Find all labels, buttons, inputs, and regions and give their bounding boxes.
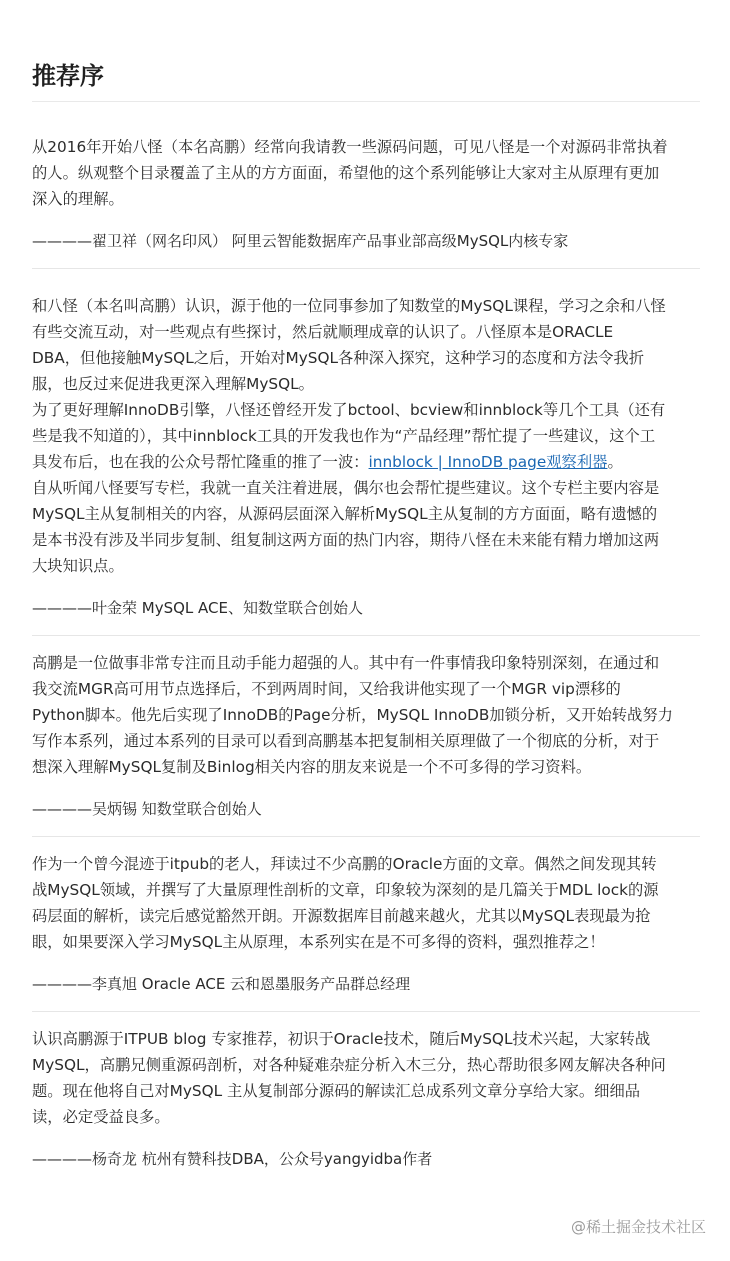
text-line: 和八怪（本名叫高鹏）认识，源于他的一位同事参加了知数堂的MySQL课程，学习之余和八怪 [32, 297, 666, 315]
text-line: 我交流MGR高可用节点选择后，不到两周时间，又给我讲他实现了一个MGR vip漂移的 [32, 680, 621, 698]
link-tail: 。 [607, 453, 623, 471]
recommendation-section-1 [32, 134, 700, 252]
section-divider [32, 836, 700, 837]
recommendation-section-5 [32, 1026, 700, 1170]
recommender-signature: ————杨奇龙 杭州有赞科技DBA，公众号yangyidba作者 [32, 1150, 433, 1168]
recommendation-section-3 [32, 650, 700, 820]
text-line: Python脚本。他先后实现了InnoDB的Page分析，MySQL InnoDB加锁分析，又开始转战努力 [32, 706, 673, 724]
title-divider [32, 101, 700, 102]
text-line: 想深入理解MySQL复制及Binlog相关内容的朋友来说是一个不可多得的学习资料。 [32, 758, 592, 776]
recommendation-text [32, 1026, 700, 1130]
recommendation-section-4 [32, 851, 700, 995]
text-line: DBA，但他接触MySQL之后，开始对MySQL各种深入探究，这种学习的态度和方法令我折 [32, 349, 644, 367]
page [32, 0, 700, 1170]
text-line: 认识高鹏源于ITPUB blog 专家推荐，初识于Oracle技术，随后MySQL技术兴起，大家转战 [32, 1030, 651, 1048]
text-line: 大块知识点。 [32, 557, 124, 575]
text-line: 作为一个曾今混迹于itpub的老人，拜读过不少高鹏的Oracle方面的文章。偶然之间发现其转 [32, 855, 657, 873]
text-line: 有些交流互动，对一些观点有些探讨，然后就顺理成章的认识了。八怪原本是ORACLE [32, 323, 614, 341]
recommender-signature: ————李真旭 Oracle ACE 云和恩墨服务产品群总经理 [32, 975, 411, 993]
section-divider [32, 635, 700, 636]
text-line: 眼，如果要深入学习MySQL主从原理，本系列实在是不可多得的资料，强烈推荐之！ [32, 933, 605, 951]
text-line: 题。现在他将自己对MySQL 主从复制部分源码的解读汇总成系列文章分享给大家。细细品 [32, 1082, 641, 1100]
recommender-signature: ————叶金荣 MySQL ACE、知数堂联合创始人 [32, 599, 363, 617]
text-line: 码层面的解析，读完后感觉豁然开朗。开源数据库目前越来越火，尤其以MySQL表现最为抢 [32, 907, 651, 925]
text-line: 的人。纵观整个目录覆盖了主从的方方面面，希望他的这个系列能够让大家对主从原理有更加 [32, 164, 660, 182]
article-link[interactable]: innblock | InnoDB page观察利器 [368, 453, 608, 471]
recommendation-text [32, 293, 700, 579]
text-line: 自从听闻八怪要写专栏，我就一直关注着进展，偶尔也会帮忙提些建议。这个专栏主要内容是 [32, 479, 660, 497]
platform-watermark: @稀土掘金技术社区 [570, 1218, 706, 1236]
text-line: 服，也反过来促进我更深入理解MySQL。 [32, 375, 314, 393]
text-line: 具发布后，也在我的公众号帮忙隆重的推了一波： [32, 453, 369, 471]
text-line: 深入的理解。 [32, 190, 124, 208]
text-line: 从2016年开始八怪（本名高鹏）经常向我请教一些源码问题，可见八怪是一个对源码非常执着 [32, 138, 668, 156]
section-divider [32, 1011, 700, 1012]
text-line: 高鹏是一位做事非常专注而且动手能力超强的人。其中有一件事情我印象特别深刻，在通过和 [32, 654, 660, 672]
text-line: 些是我不知道的），其中innblock工具的开发我也作为“产品经理”帮忙提了一些建议，这个工 [32, 427, 656, 445]
recommender-signature: ————吴炳锡 知数堂联合创始人 [32, 800, 262, 818]
recommendation-text [32, 134, 700, 212]
page-title: 推荐序 [32, 62, 104, 90]
text-line: 战MySQL领域，并撰写了大量原理性剖析的文章，印象较为深刻的是几篇关于MDL lock的源 [32, 881, 659, 899]
recommendation-text [32, 650, 700, 780]
section-divider [32, 268, 700, 269]
text-line: 读，必定受益良多。 [32, 1108, 170, 1126]
text-line: 写作本系列，通过本系列的目录可以看到高鹏基本把复制相关原理做了一个彻底的分析，对于 [32, 732, 660, 750]
text-line: 是本书没有涉及半同步复制、组复制这两方面的热门内容，期待八怪在未来能有精力增加这两 [32, 531, 660, 549]
recommendation-section-2 [32, 293, 700, 619]
recommendation-text [32, 851, 700, 955]
text-line: MySQL，高鹏兄侧重源码剖析，对各种疑难杂症分析入木三分，热心帮助很多网友解决各种问 [32, 1056, 666, 1074]
recommender-signature: ————翟卫祥（网名印风） 阿里云智能数据库产品事业部高级MySQL内核专家 [32, 232, 569, 250]
text-line: 为了更好理解InnoDB引擎，八怪还曾经开发了bctool、bcview和innblock等几个工具（还有 [32, 401, 666, 419]
text-line: MySQL主从复制相关的内容，从源码层面深入解析MySQL主从复制的方方面面，略有遗憾的 [32, 505, 658, 523]
